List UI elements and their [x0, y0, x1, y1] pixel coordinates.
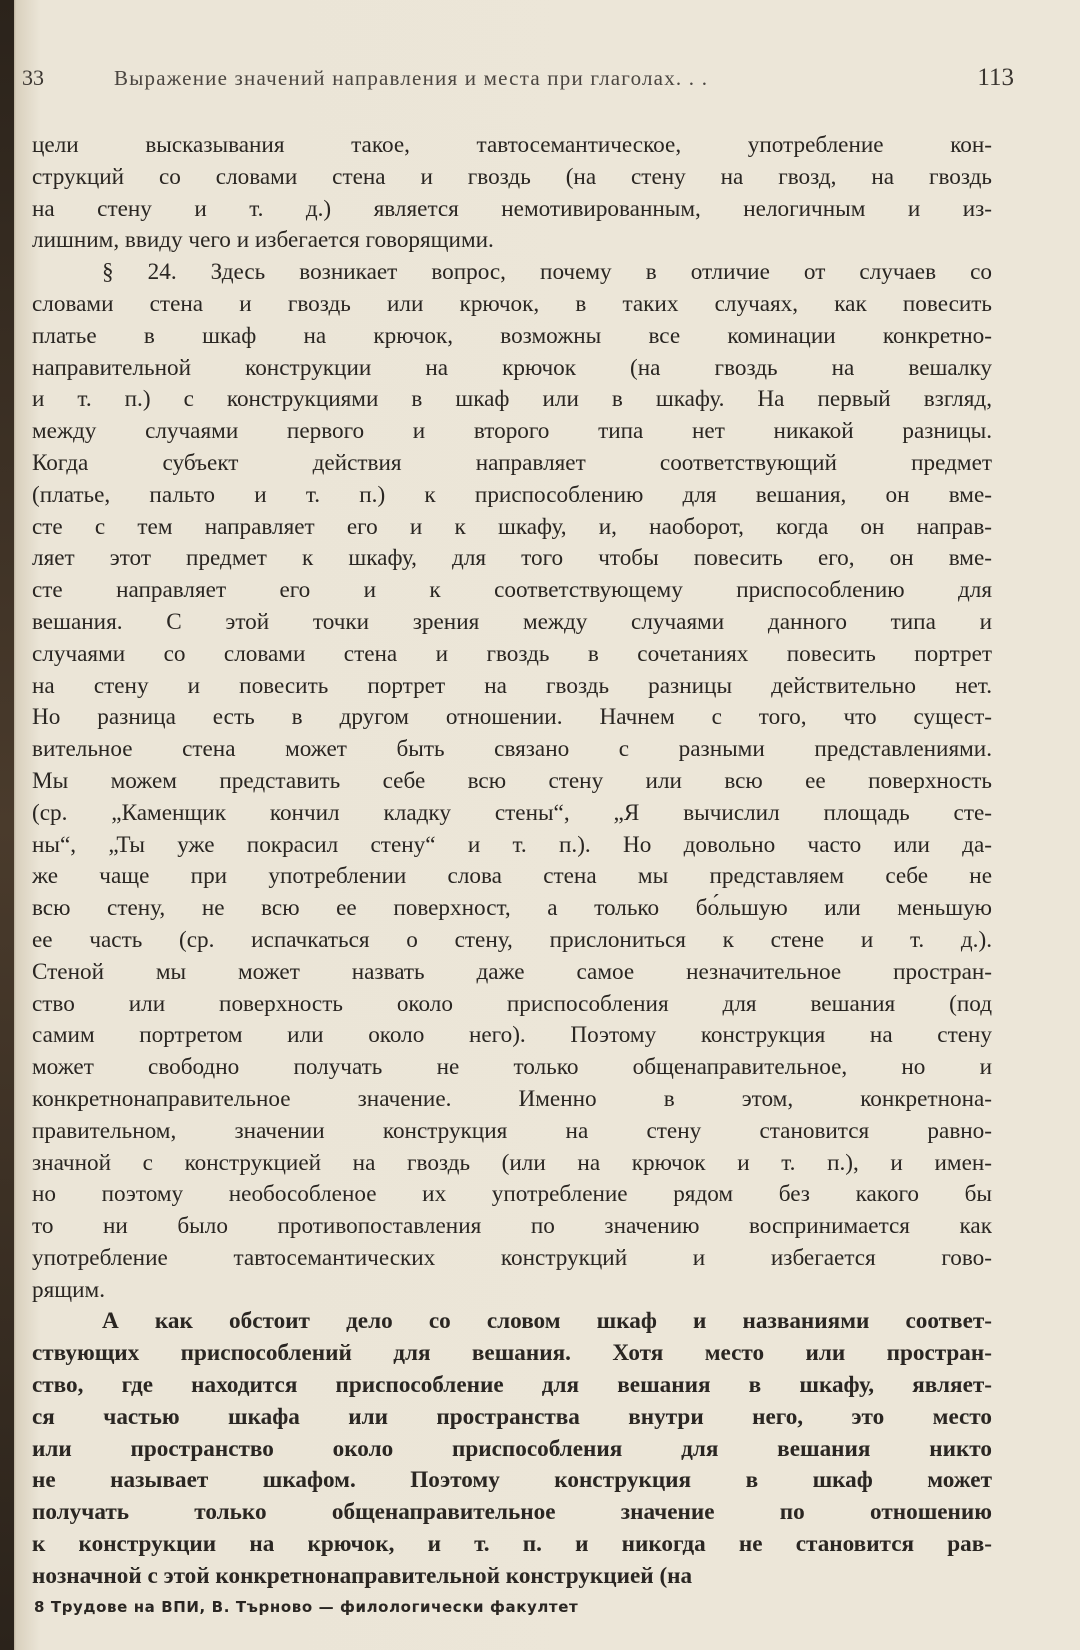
text-line: не называет шкафом. Поэтому конструкция в шкаф может: [32, 1467, 992, 1494]
text-line: ство или поверхность около приспособления для вешания (под: [32, 990, 992, 1017]
text-line: нозначной с этой конкретнонаправительной конструкцией (на: [32, 1562, 693, 1589]
book-spine: [0, 0, 14, 1650]
text-line: направительной конструкции на крючок (на гвоздь на вешалку: [32, 354, 992, 381]
text-line: то ни было противопоставления по значению воспринимается как: [32, 1213, 992, 1240]
text-line: на стену и т. д.) является немотивированным, нелогичным и из-: [32, 195, 992, 222]
text-line: но поэтому необособленое их употребление рядом без какого бы: [32, 1181, 992, 1208]
text-line: или пространство около приспособления для вешания никто: [32, 1435, 992, 1462]
text-line: (платье, пальто и т. п.) к приспособлению для вешания, он вме-: [32, 481, 992, 508]
text-line: сте направляет его и к соответствующему приспособлению для: [32, 577, 992, 604]
text-line: употребление тавтосемантических конструкций и избегается гово-: [32, 1244, 992, 1271]
text-line: вительное стена может быть связано с разными представлениями.: [32, 736, 992, 763]
text-line: правительном, значении конструкция на стену становится равно-: [32, 1117, 992, 1144]
text-line: значной с конструкцией на гвоздь (или на крючок и т. п.), и имен-: [32, 1149, 992, 1176]
text-line: Когда субъект действия направляет соответствующий предмет: [32, 449, 992, 476]
page-number: 113: [977, 64, 1014, 91]
text-line: получать только общенаправительное значение по отношению: [32, 1499, 992, 1526]
text-line: А как обстоит дело со словом шкаф и названиями соответ-: [102, 1308, 992, 1335]
text-line: вешания. С этой точки зрения между случаями данного типа и: [32, 608, 992, 635]
text-line: лишним, ввиду чего и избегается говорящими.: [32, 227, 494, 254]
text-line: самим портретом или около него). Поэтому конструкция на стену: [32, 1022, 992, 1049]
text-line: Стеной мы может назвать даже самое незначительное простран-: [32, 958, 992, 985]
text-line: Мы можем представить себе всю стену или всю ее поверхность: [32, 767, 992, 794]
text-line: же чаще при употреблении слова стена мы представляем себе не: [32, 863, 992, 890]
text-line: конкретнонаправительное значение. Именно в этом, конкретнона-: [32, 1085, 992, 1112]
text-line: на стену и повесить портрет на гвоздь разницы действительно нет.: [32, 672, 992, 699]
text-line: к конструкции на крючок, и т. п. и никогда не становится рав-: [32, 1531, 992, 1558]
text-line: ствующих приспособлений для вешания. Хотя место или простран-: [32, 1340, 992, 1367]
text-line: словами стена и гвоздь или крючок, в таких случаях, как повесить: [32, 290, 992, 317]
text-line: цели высказывания такое, тавтосемантическое, употребление кон-: [32, 132, 992, 158]
text-line: и т. п.) с конструкциями в шкаф или в шкафу. На первый взгляд,: [32, 386, 992, 413]
text-line: (ср. „Каменщик кончил кладку стены“, „Я вычислил площадь сте-: [32, 799, 992, 826]
text-line: сте с тем направляет его и к шкафу, и, наоборот, когда он направ-: [32, 513, 992, 540]
text-line: между случаями первого и второго типа нет никакой разницы.: [32, 418, 992, 445]
text-line: рящим.: [32, 1276, 105, 1303]
running-title: Выражение значений направления и места при глаголах. . .: [114, 66, 709, 90]
text-line: Но разница есть в другом отношении. Начнем с того, что сущест-: [32, 704, 992, 731]
text-line: ся частью шкафа или пространства внутри него, это место: [32, 1403, 992, 1430]
text-line: ляет этот предмет к шкафу, для того чтобы повесить его, он вме-: [32, 545, 992, 572]
text-line: § 24. Здесь возникает вопрос, почему в отличие от случаев со: [102, 259, 992, 286]
text-line: всю стену, не всю ее поверхност, а только бо́льшую или меньшую: [32, 895, 992, 922]
text-line: платье в шкаф на крючок, возможны все коминации конкретно-: [32, 322, 992, 349]
text-line: может свободно получать не только общенаправительное, но и: [32, 1054, 992, 1081]
text-line: ство, где находится приспособление для вешания в шкафу, являет-: [32, 1372, 992, 1399]
folio-left: 33: [22, 65, 44, 90]
body-text: [32, 130, 992, 1593]
page-header: [22, 64, 1022, 98]
text-line: случаями со словами стена и гвоздь в сочетаниях повесить портрет: [32, 640, 992, 667]
page-footer: 8 Трудове на ВПИ, В. Търново — филологически факултет: [34, 1598, 579, 1616]
text-line: ее часть (ср. испачкаться о стену, прислониться к стене и т. д.).: [32, 926, 992, 953]
text-line: ны“, „Ты уже покрасил стену“ и т. п.). Но довольно часто или да-: [32, 831, 992, 858]
text-line: струкций со словами стена и гвоздь (на стену на гвозд, на гвоздь: [32, 163, 992, 190]
